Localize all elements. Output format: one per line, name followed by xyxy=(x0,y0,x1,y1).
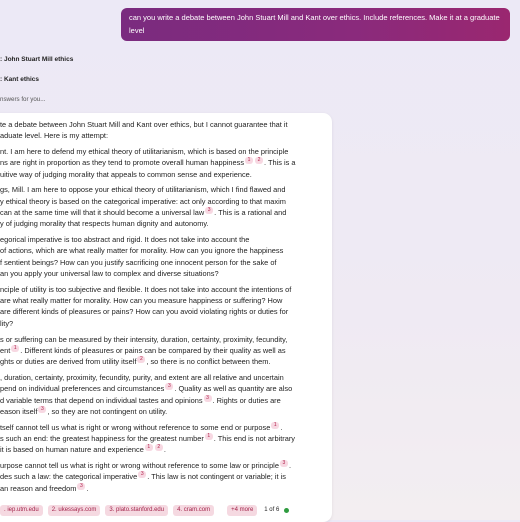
more-references-button[interactable]: +4 more xyxy=(227,505,257,516)
answer-text: are different kinds of pleasures or pains? How can you avoid violating rights or duties for xyxy=(0,307,289,317)
citation-marker[interactable]: 3 xyxy=(77,483,85,490)
citation-marker[interactable]: 1 xyxy=(11,345,19,352)
answer-text: s or suffering can be measured by their intensity, duration, certainty, proximity, fecundity, xyxy=(0,334,288,344)
answer-text: , so there is no conflict between them. xyxy=(146,357,271,367)
answer-paragraph xyxy=(0,460,318,494)
citation-marker[interactable]: 3 xyxy=(205,207,213,214)
answer-text: , duration, certainty, proximity, fecundity, purity, and extent are all relative and uncertain xyxy=(0,372,284,382)
answer-text: . This is a rational and xyxy=(214,208,287,218)
answer-text: d variable terms that depend on individual tastes and opinions xyxy=(0,395,203,405)
citation-marker[interactable]: 3 xyxy=(204,395,212,402)
answer-text: . xyxy=(288,461,291,471)
citation-marker[interactable]: 2 xyxy=(255,157,263,164)
answer-text: y ethical theory is based on the categorical imperative: act only according to that maxim xyxy=(0,196,286,206)
answer-paragraph xyxy=(0,422,318,456)
citation-marker[interactable]: 1 xyxy=(205,433,213,440)
citation-marker[interactable]: 1 xyxy=(271,422,279,429)
answer-text: urpose cannot tell us what is right or wrong without reference to some law or principle xyxy=(0,461,279,471)
answer-paragraph xyxy=(0,372,318,417)
answer-text: egorical imperative is too abstract and rigid. It does not take into account the xyxy=(0,235,250,245)
answer-text: . This end is not arbitrary xyxy=(213,433,295,443)
answer-text: it is based on human nature and experience xyxy=(0,445,144,455)
answer-text: . Quality as well as quantity are also xyxy=(174,384,293,394)
answer-paragraph xyxy=(0,334,318,368)
search-step-kant: : Kant ethics xyxy=(0,76,40,83)
citation-marker[interactable]: 3 xyxy=(38,406,46,413)
answer-text: gs, Mill. I am here to oppose your ethical theory of utilitarianism, which I find flawed and xyxy=(0,185,286,195)
answer-text: des such a law: the categorical imperative xyxy=(0,472,138,482)
citation-marker[interactable]: 1 xyxy=(245,157,253,164)
response-counter: 1 of 6 xyxy=(264,507,280,513)
answer-text: are what really matter for morality. How can you measure happiness or suffering? How xyxy=(0,296,283,306)
answer-text: lity? xyxy=(0,318,14,328)
citation-marker[interactable]: 1 xyxy=(145,444,153,451)
answer-text: . xyxy=(163,445,166,455)
answer-paragraph xyxy=(0,184,318,229)
answer-text: eason itself xyxy=(0,406,38,416)
answer-text: nciple of utility is too subjective and flexible. It does not take into account the intentions of xyxy=(0,284,292,294)
answer-text: an you apply your universal law to complex and diverse situations? xyxy=(0,269,219,279)
answer-text: . xyxy=(86,483,89,493)
answer-paragraph xyxy=(0,234,318,279)
search-step-mill: : John Stuart Mill ethics xyxy=(0,56,74,63)
citation-marker[interactable]: 3 xyxy=(280,460,288,467)
answer-text: ns are right in proportion as they tend to promote overall human happiness xyxy=(0,158,245,168)
citation-marker[interactable]: 3 xyxy=(138,471,146,478)
answer-text: can at the same time will that it should become a universal law xyxy=(0,208,205,218)
answer-text: aduate level. Here is my attempt: xyxy=(0,131,109,141)
user-message-text: can you write a debate between John Stuart Mill and Kant over ethics. Include references. Make it at a graduate level xyxy=(129,13,500,35)
answer-paragraph xyxy=(0,284,318,329)
reference-link-ukessays[interactable]: 2. ukessays.com xyxy=(48,505,101,516)
answer-text: of actions, which are what really matter for morality. How can you ignore the happiness xyxy=(0,246,284,256)
answer-text: an reason and freedom xyxy=(0,483,77,493)
answer-text: . This is a xyxy=(264,158,296,168)
answer-text: tself cannot tell us what is right or wrong without reference to some end or purpose xyxy=(0,422,271,432)
answer-text: uitive way of judging morality that appeals to common sense and experience. xyxy=(0,169,252,179)
answer-paragraph xyxy=(0,119,318,142)
answer-footer xyxy=(0,504,326,516)
answer-text: , so they are not contingent on utility. xyxy=(47,406,168,416)
reference-link-iep[interactable]: . iep.utm.edu xyxy=(0,505,43,516)
answer-text: . This law is not contingent or variable; it is xyxy=(147,472,286,482)
citation-marker[interactable]: 2 xyxy=(137,356,145,363)
answer-text: te a debate between John Stuart Mill and Kant over ethics, but I cannot guarantee that it xyxy=(0,120,288,129)
answer-card xyxy=(0,113,332,522)
answer-text: . Rights or duties are xyxy=(212,395,281,405)
answer-paragraph xyxy=(0,146,318,180)
answer-text: f sentient beings? How can you justify sacrificing one innocent person for the sake of xyxy=(0,257,277,267)
reference-link-cram[interactable]: 4. cram.com xyxy=(173,505,214,516)
answer-text: . xyxy=(280,422,283,432)
reference-link-plato[interactable]: 3. plato.stanford.edu xyxy=(105,505,168,516)
answer-text: s such an end: the greatest happiness for the greatest number xyxy=(0,433,204,443)
user-message-bubble xyxy=(121,8,510,41)
generating-status: nswers for you... xyxy=(0,96,46,103)
answer-text: ghts or duties are derived from utility itself xyxy=(0,357,137,367)
answer-text: . Different kinds of pleasures or pains can be compared by their quality as well as xyxy=(20,345,286,355)
answer-content xyxy=(0,119,318,498)
answer-text: y of judging morality that respects human dignity and autonomy. xyxy=(0,219,209,229)
answer-text: pend on individual preferences and circumstances xyxy=(0,384,165,394)
citation-marker[interactable]: 2 xyxy=(155,444,163,451)
status-dot-icon xyxy=(284,508,289,513)
citation-marker[interactable]: 3 xyxy=(165,383,173,390)
answer-text: ent xyxy=(0,345,11,355)
answer-text: nt. I am here to defend my ethical theory of utilitarianism, which is based on the principle xyxy=(0,147,289,157)
